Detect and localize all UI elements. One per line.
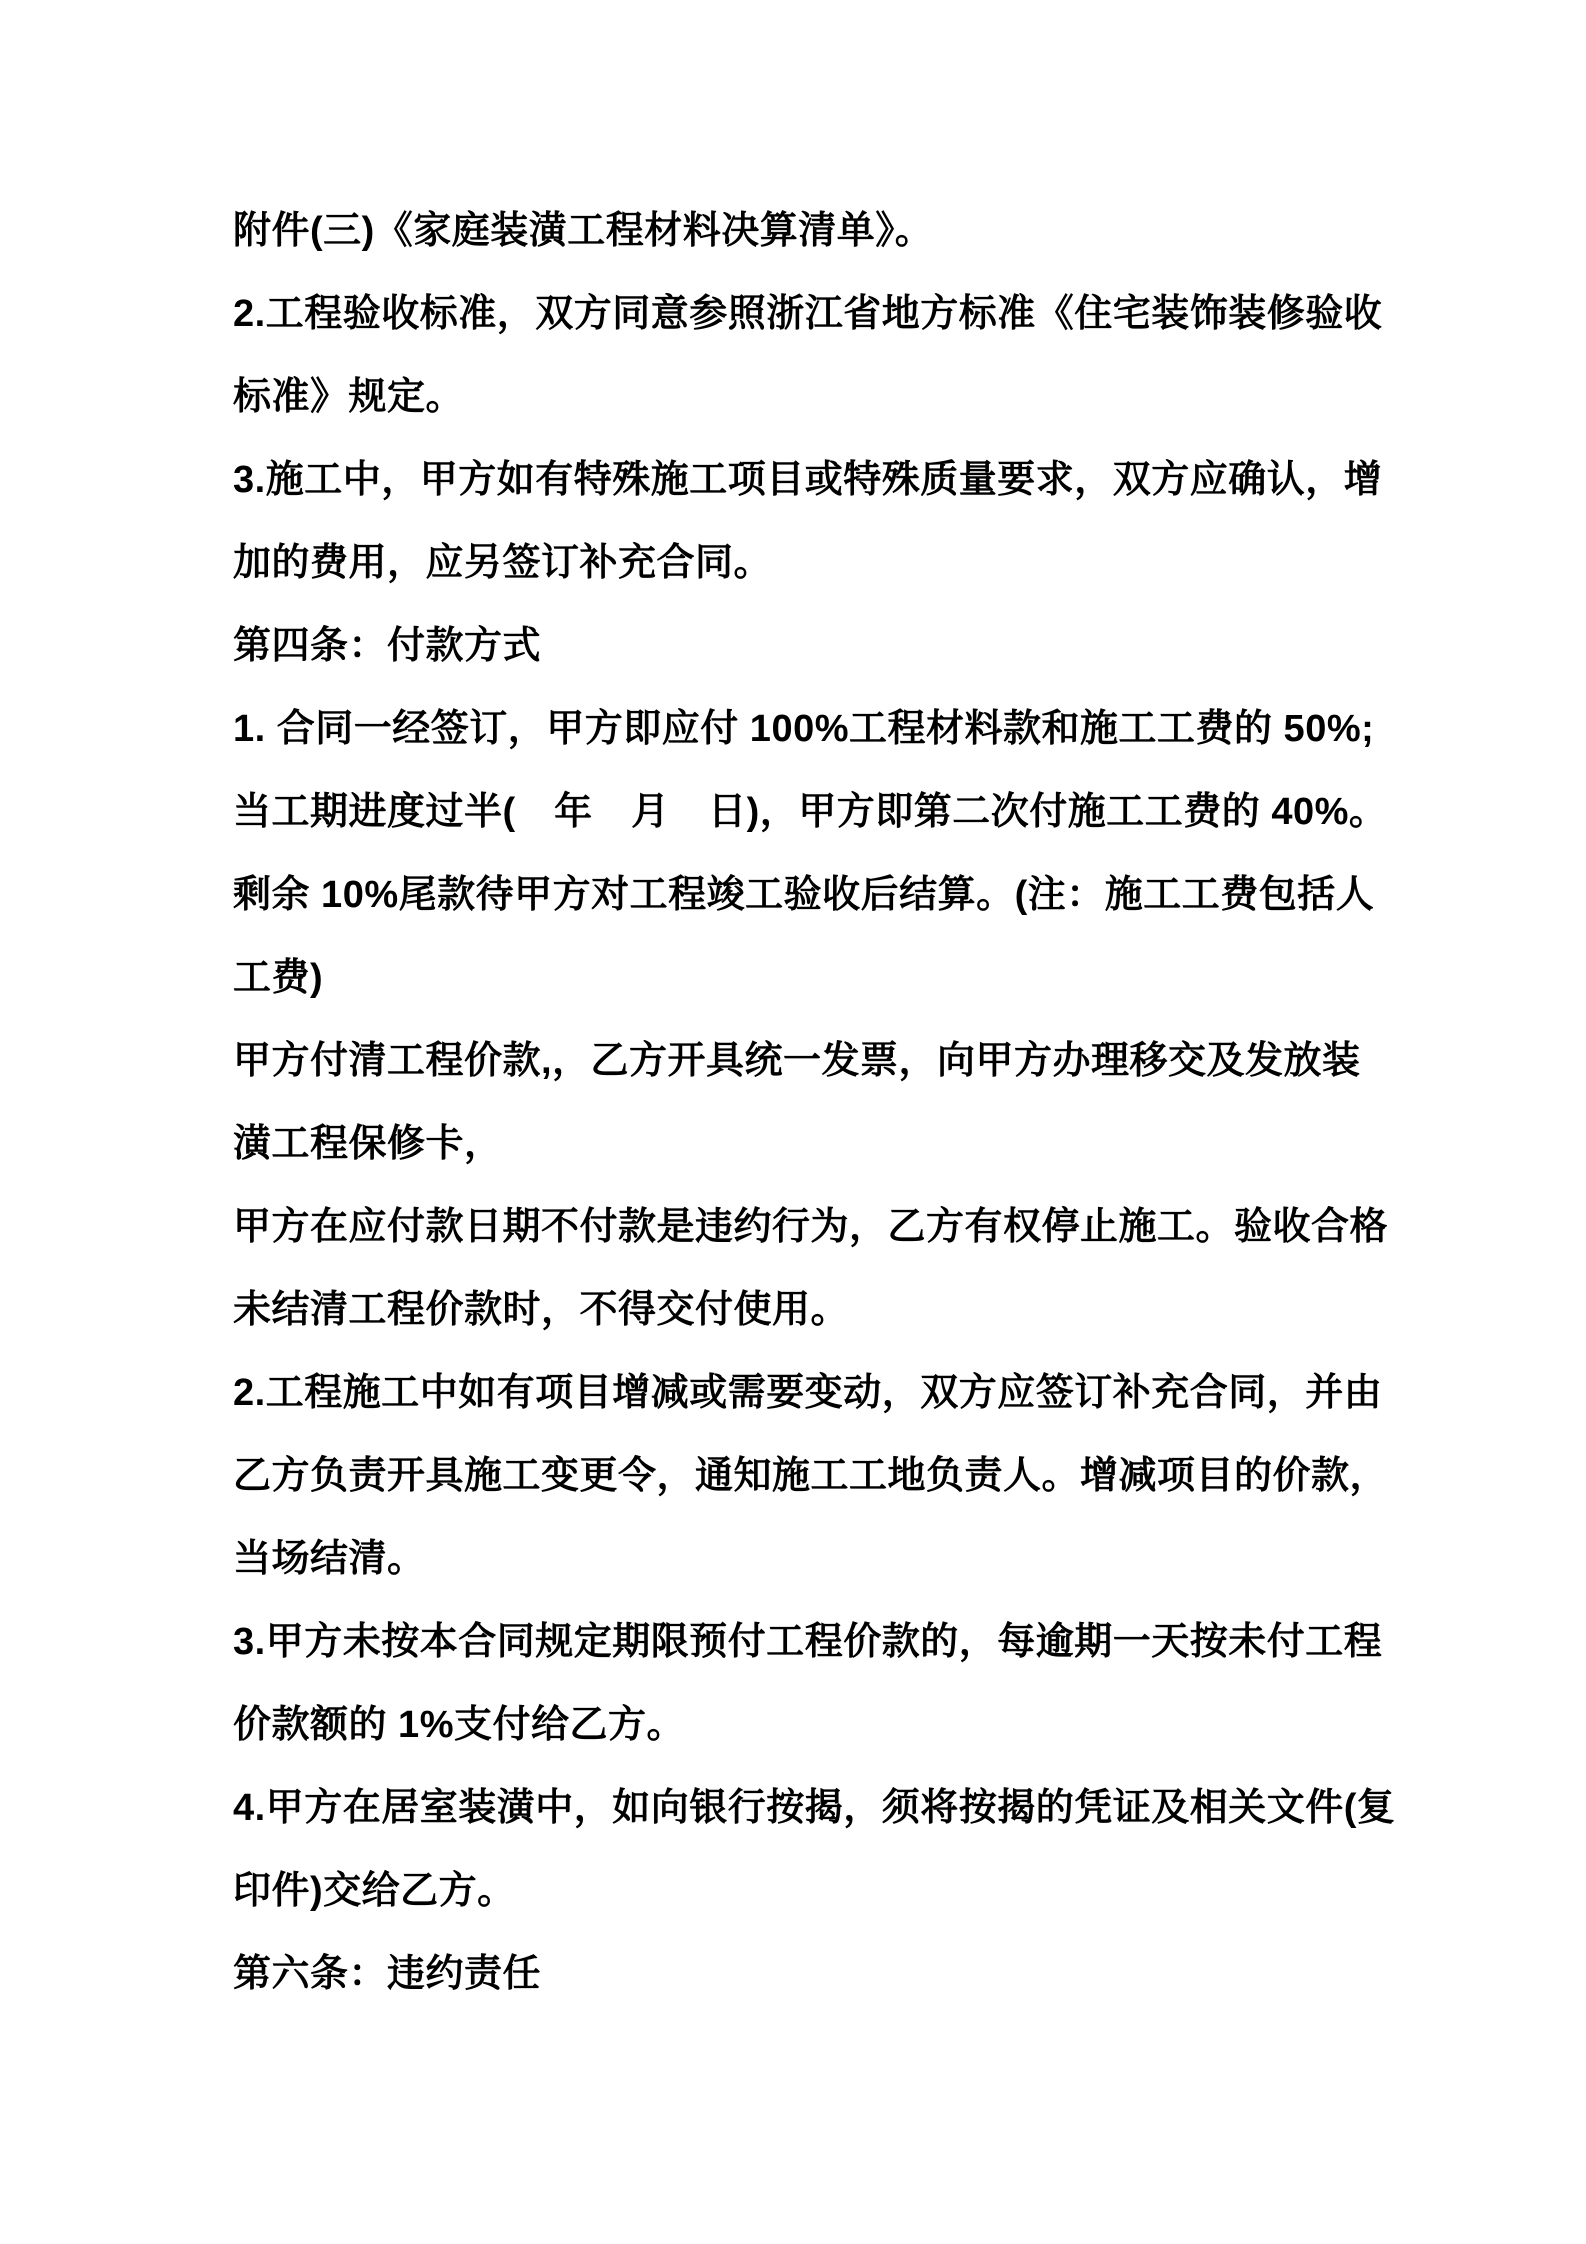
- text-line-attachment-3: 附件(三)《家庭装潢工程材料决算清单》。: [233, 210, 934, 252]
- text-line-change-order-3: 当场结清。: [233, 1538, 426, 1580]
- text-line-mortgage-1: 4.甲方在居室装潢中，如向银行按揭，须将按揭的凭证及相关文件(复: [233, 1787, 1396, 1829]
- text-line-change-order-2: 乙方负责开具施工变更令，通知施工工地负责人。增减项目的价款，: [233, 1455, 1389, 1497]
- text-line-payment-1: 1. 合同一经签订，甲方即应付 100%工程材料款和施工工费的 50%;: [233, 708, 1375, 750]
- text-line-nonpayment-1: 甲方在应付款日期不付款是违约行为，乙方有权停止施工。验收合格: [233, 1206, 1389, 1248]
- contract-text-block: [233, 190, 1443, 2016]
- text-line-acceptance-standard-2: 标准》规定。: [233, 376, 465, 418]
- text-line-overdue-penalty-2: 价款额的 1%支付给乙方。: [233, 1704, 685, 1746]
- text-line-acceptance-standard-1: 2.工程验收标准，双方同意参照浙江省地方标准《住宅装饰装修验收: [233, 293, 1383, 335]
- text-line-invoice-1: 甲方付清工程价款,，乙方开具统一发票，向甲方办理移交及发放装: [233, 1040, 1361, 1082]
- text-line-change-order-1: 2.工程施工中如有项目增减或需要变动，双方应签订补充合同，并由: [233, 1372, 1383, 1414]
- text-line-payment-2: 当工期进度过半( 年 月 日)，甲方即第二次付施工工费的 40%。: [233, 791, 1388, 833]
- heading-article-4-payment: 第四条：付款方式: [233, 625, 542, 667]
- text-line-invoice-2: 潢工程保修卡，: [233, 1123, 503, 1165]
- text-line-nonpayment-2: 未结清工程价款时，不得交付使用。: [233, 1289, 850, 1331]
- text-line-payment-3: 剩余 10%尾款待甲方对工程竣工验收后结算。(注：施工工费包括人: [233, 874, 1375, 916]
- text-line-special-items-2: 加的费用，应另签订补充合同。: [233, 542, 773, 584]
- heading-article-6-breach: 第六条：违约责任: [233, 1953, 542, 1995]
- text-line-special-items-1: 3.施工中，甲方如有特殊施工项目或特殊质量要求，双方应确认，增: [233, 459, 1383, 501]
- text-line-mortgage-2: 印件)交给乙方。: [233, 1870, 516, 1912]
- text-line-payment-4: 工费): [233, 957, 324, 999]
- text-line-overdue-penalty-1: 3.甲方未按本合同规定期限预付工程价款的，每逾期一天按未付工程: [233, 1621, 1383, 1663]
